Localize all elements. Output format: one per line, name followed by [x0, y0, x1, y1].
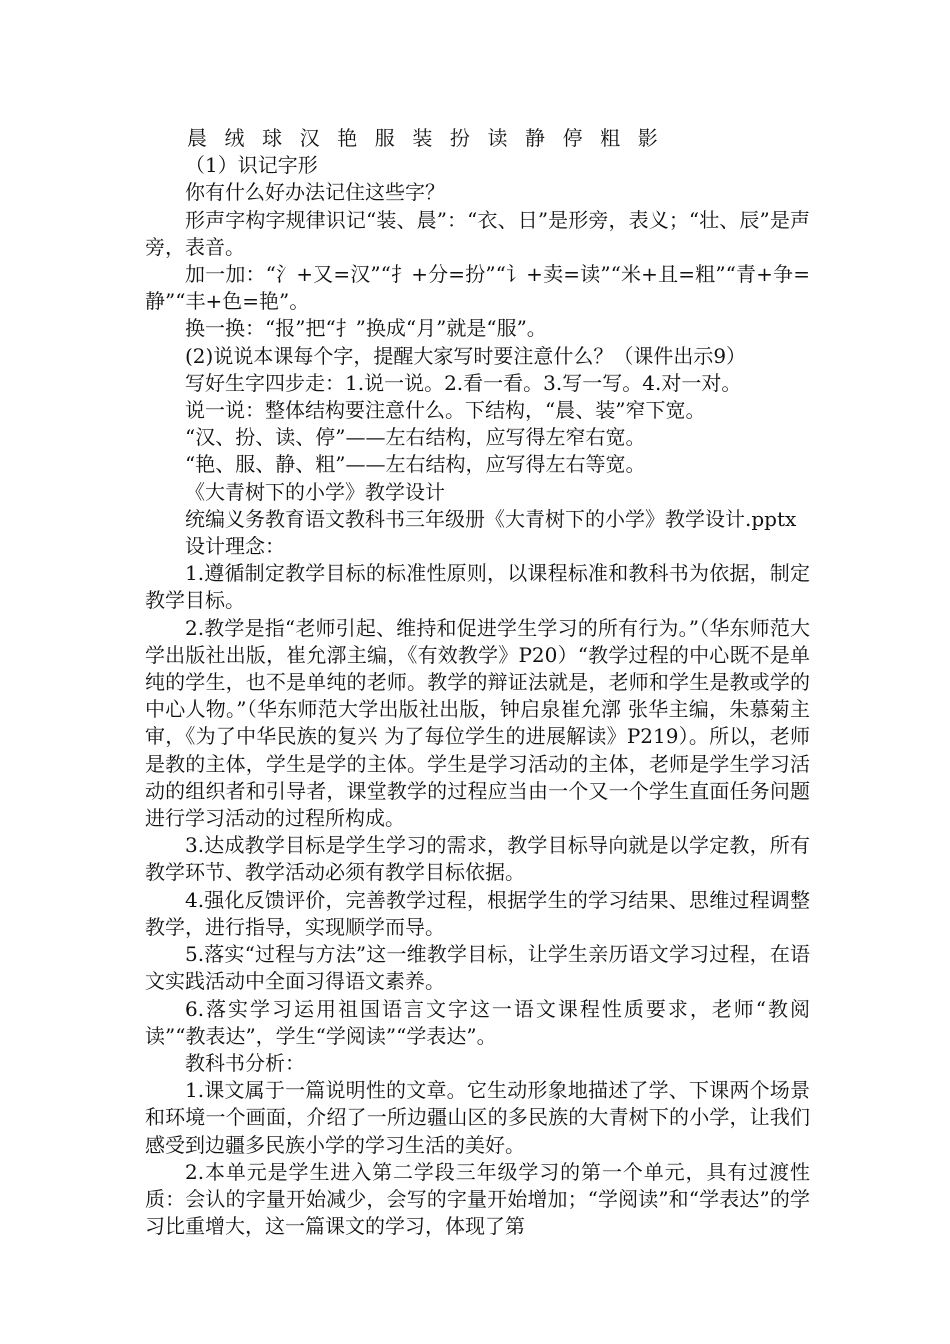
- paragraph: 1.课文属于一篇说明性的文章。它生动形象地描述了学、下课两个场景和环境一个画面，介绍了一所边疆山区的多民族的大青树下的小学，让我们感受到边疆多民族小学的学习生活的美好。: [145, 1078, 810, 1157]
- paragraph: “汉、扮、读、停”——左右结构，应写得左窄右宽。: [185, 425, 646, 450]
- section-heading: 设计理念：: [185, 534, 285, 559]
- new-characters-line: 晨 绒 球 汉 艳 服 装 扮 读 静 停 粗 影: [187, 126, 664, 150]
- paragraph: 4.强化反馈评价，完善教学过程，根据学生的学习结果、思维过程调整教学，进行指导，实现顺学而导。: [145, 887, 810, 939]
- paragraph: （1）识记字形: [185, 153, 318, 178]
- paragraph: 6.落实学习运用祖国语言文字这一语文课程性质要求，老师“教阅读”“教表达”，学生“学阅读”“学表达”。: [145, 996, 810, 1048]
- paragraph: 你有什么好办法记住这些字？: [185, 180, 445, 205]
- paragraph: 3.达成教学目标是学生学习的需求，教学目标导向就是以学定教，所有教学环节、教学活动必须有教学目标依据。: [145, 833, 810, 885]
- section-heading: 教科书分析：: [185, 1050, 305, 1075]
- paragraph: 2.本单元是学生进入第二学段三年级学习的第一个单元，具有过渡性质：会认的字量开始减少，会写的字量开始增加；“学阅读”和“学表达”的学习比重增大，这一篇课文的学习，体现了第: [145, 1159, 810, 1239]
- paragraph: 统编义务教育语文教科书三年级册《大青树下的小学》教学设计.pptx: [185, 506, 797, 531]
- paragraph: 1.遵循制定教学目标的标准性原则，以课程标准和教科书为依据，制定教学目标。: [145, 561, 810, 613]
- paragraph: 说一说：整体结构要注意什么。下结构，“晨、装”窄下宽。: [185, 398, 706, 423]
- paragraph: 2.教学是指“老师引起、维持和促进学生学习的所有行为。”（华东师范大学出版社出版，崔允漷主编，《有效教学》P20）“教学过程的中心既不是单纯的学生，也不是单纯的老师。教学的辩证法就是，老师和学生是教或学的中心人物。”（华东师范大学出版社出版，钟启泉崔允漷 张华主编，朱慕菊主审，《为了中华民族的复兴 为了每位学生的进展解读》P219）。所以，老师是教的主体，学生是学的主体。学生是学习活动的主体，老师是学生学习活动的组织者和引导者，课堂教学的过程应当由一个又一个学生直面任务问题进行学习活动的过程所构成。: [145, 615, 810, 831]
- paragraph: 换一换：“报”把“扌”换成“月”就是“服”。: [185, 316, 547, 341]
- paragraph: 写好生字四步走：1.说一说。2.看一看。3.写一写。4.对一对。: [185, 370, 742, 395]
- paragraph: “艳、服、静、粗”——左右结构，应写得左右等宽。: [185, 452, 646, 477]
- paragraph: 加一加：“氵+又=汉”“扌+分=扮”“讠+卖=读”“米+且=粗”“青+争=静”“丰+色=艳”。: [145, 262, 810, 314]
- paragraph: 形声字构字规律识记“装、晨”：“衣、日”是形旁，表义；“壮、辰”是声旁，表音。: [145, 207, 810, 259]
- document-body: [145, 125, 810, 1240]
- section-title: 《大青树下的小学》教学设计: [185, 479, 445, 504]
- paragraph: (2)说说本课每个字，提醒大家写时要注意什么？（课件出示9）: [185, 343, 747, 368]
- paragraph: 5.落实“过程与方法”这一维教学目标，让学生亲历语文学习过程，在语文实践活动中全面习得语文素养。: [145, 942, 810, 994]
